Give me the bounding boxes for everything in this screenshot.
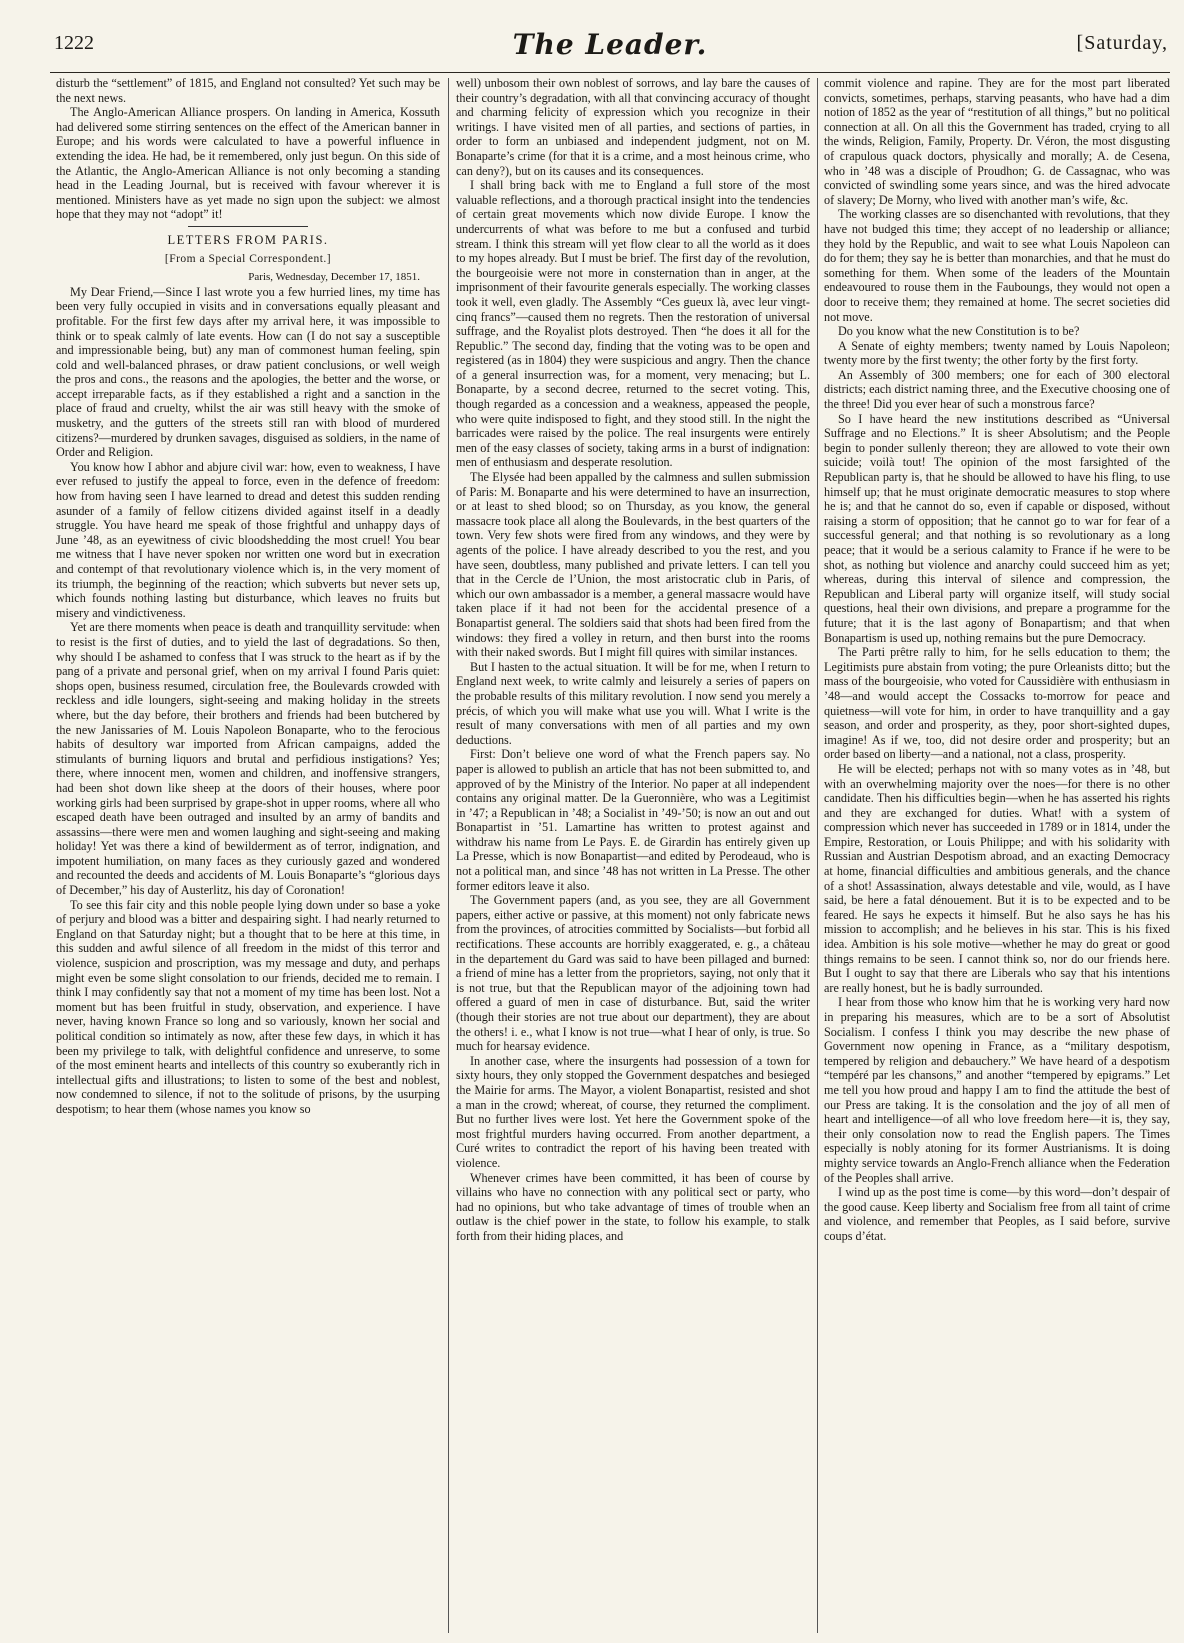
paragraph: The Parti prêtre rally to him, for he sells education to them; the Legitimists pure abstain from voting; the pure Orleanists ditto; but the mass of the bourgeoisie, who voted for Caussidière with enthusiasm in ’48—and would accept the Cossacks to-morrow for peace and quietness—will vote for him, in order to have tranquillity and a gay season, and order and prosperity, as they, poor short-sighted dupes, imagine! As if we, too, did not desire order and prosperity; but an order based on liberty—and a national, not a class, prosperity. [824,645,1170,762]
masthead [50,26,1170,66]
column-3 [824,76,1170,1636]
paragraph: First: Don’t believe one word of what the French papers say. No paper is allowed to publish an article that has not been submitted to, and approved of by the Ministry of the Interior. No paper at all independent contains any original matter. De la Gueronnière, who was a Legitimist in ’47; a Republican in ’48; a Socialist in ’49-’50; is now an out and out Bonapartist in ’51. Lamartine has written to protest against and withdraw his name from Le Pays. E. de Girardin has entirely given up La Presse, which is now Bonapartist—and edited by Perodeaud, who is not a political man, and since ’48 has not written in La Presse. The other former editors leave it also. [456,747,810,893]
paragraph: To see this fair city and this noble people lying down under so base a yoke of perjury and blood was a bitter and despairing sight. I had nearly returned to England on that Saturday night; but a thought that to be here at this time, in this sudden and awful silence of all freedom in the midst of this terror and violence, suspicion and proscription, was my message and duty, and perhaps might even be some slight consolation to our friends, decided me to remain. I think I may confidently say that not a moment of my time has been lost. Not a moment but has been fruitful in study, observation, and experience. I have never, having known France so long and so variously, known her social and political condition so intimately as now, after these few days, in which it has been my privilege to talk, with delightful confidence and unreserve, to some of the most eminent hearts and intellects of this country so exuberantly rich in intellectual gifts and illustrations; to listen to some of the best and noblest, now condemned to silence, if not to the solitude of prisons, by the usurping despotism; to hear them (whose names you know so [56,897,440,1116]
section-heading: LETTERS FROM PARIS. [167,232,329,247]
column-2 [456,76,810,1636]
paragraph: So I have heard the new institutions described as “Universal Suffrage and no Elections.” It is sheer Absolutism; and the People begin to ponder sullenly thereon; they are allowed to vote their own suicide; voilà tout! The opinion of the most farsighted of the Republican party is, that he should be allowed to have his fling, to use himself up; that he must originate democratic measures to stop where he is; and that he cannot do so, even if capable or disposed, without raising a storm of opposition; that he cannot go to war for fear of a successful general; and that nothing is so revolutionary as a long peace; that it would be a serious calamity to France if he were to be shot, as nothing but violence and anarchy could succeed him as yet; whereas, during this interval of silence and compression, the Republican and Liberal party will organize itself, will study social questions, heal their own divisions, and prepare a programme for the future; that it is the last agony of Bonapartism; and that when Bonapartism is used up, nothing remains but the pure Democracy. [824,411,1170,645]
paragraph: commit violence and rapine. They are for the most part liberated convicts, sometimes, perhaps, starving peasants, who have had a dim notion of 1852 as the year of “restitution of all things,” but no political connection at all. On all this the Government has traded, crying to all the winds, Religion, Family, Property. Dr. Véron, the most disgusting of crapulous quack doctors, physically and morally; A. de Cesena, who in ’48 was a disciple of Proudhon; G. de Cassagnac, who was convicted of swindling some years since, and was the hired advocate of slavery; De Morny, who lived with another man’s wife, &c. [824,76,1170,207]
paragraph: I shall bring back with me to England a full store of the most valuable reflections, and a thorough practical insight into the tendencies of certain great movements which now divide Europe. I know the undercurrents of what was before to me but a confused and turbid stream. I think this stream will yet flow clear to all the world as it does to my hopes already. But I must be brief. The first day of the revolution, the bourgeoisie were not more in consternation than in anger, at the imprisonment of their favourite generals especially. The working classes took it well, even gladly. The Assembly “Ces gueux là, avec leur vingt-cinq francs”—caused them no regrets. Then the restoration of universal suffrage, and the Royalist plots destroyed. Then “he does it all for the Republic.” The second day, finding that the voting was to be open and registered (as in 1804) they were suspicious and angry. Then the chance of a general insurrection was, for a moment, very menacing; but L. Bonaparte, by a second decree, returned to the secret voting. This, though regarded as a concession and a weakness, appeased the people, who were quite indisposed to fight, and they stood still. In the night the barricades were raised by the police. The real insurgents were entirely men of the easy classes of society, taking arms in a burst of indignation: men of enthusiasm and desperate resolution. [456,178,810,470]
issue-day: [Saturday, [1076,32,1168,54]
section-rule [188,226,308,227]
dateline: Paris, Wednesday, December 17, 1851. [248,271,420,284]
paragraph: In another case, where the insurgents had possession of a town for sixty hours, they only stopped the Government despatches and besieged the Mairie for arms. The Mayor, a violent Bonapartist, resisted and shot a man in the crowd; whereat, of course, they returned the compliment. But no further lives were lost. Yet here the Government spoke of the most frightful murders having occurred. From another department, a Curé writes to contradict the report of his having been treated with violence. [456,1053,810,1170]
paragraph: You know how I abhor and abjure civil war: how, even to weakness, I have ever refused to justify the appeal to force, even in the defence of freedom: how from having seen I have learned to dread and detest this sudden rending asunder of a family of fellow citizens divided against itself in a deadly struggle. You have heard me speak of those frightful and unhappy days of June ’48, as an eyewitness of civic bloodshedding the most cruel! You bear me witness that I have never spoken nor written one word but in execration and contempt of that revolutionary violence which is, in the very moment of its triumph, the beginning of the reaction; which subverts but never sets up, which founds nothing lasting but disturbance, which leaves no fruits but misery and vindictiveness. [56,459,440,620]
paragraph: Yet are there moments when peace is death and tranquillity servitude: when to resist is the first of duties, and to yield the last of degradations. So then, why should I be ashamed to confess that I was struck to the heart as if by the pang of a private and personal grief, when on my arrival I found Paris quiet: shops open, business resumed, circulation free, the Boulevards crowded with reckless and idle loungers, sight-seeing and making holiday in the streets where, but the day before, their brothers and friends had been butchered by the new Janissaries of M. Louis Napoleon Bonaparte, who to the ferocious habits of desultory war imported from African campaigns, added the stimulants of burning liquors and brutal and perfidious instigations? Yes; there, where innocent men, women and children, and inoffensive strangers, had been shot down like sheep at the doors of their houses, where poor working girls had been surprised by grape-shot in upper rooms, where all who escaped death have been outraged and insulted by an army of bandits and assassins—there were men and women laughing and sight-seeing and making holiday! Yet was there a kind of bewilderment as of terror, indignation, and impotent humiliation, on many faces as they curiously gazed and wondered and recounted the deeds and accidents of M. Louis Bonaparte’s “glorious days of December,” his day of Austerlitz, his day of Coronation! [56,620,440,898]
paragraph: The Government papers (and, as you see, they are all Government papers, either active or passive, at this moment) not only fabricate news from the provinces, of atrocities committed by Socialists—but forbid all rectifications. These accounts are horribly exaggerated, e. g., a château in the departement du Gard was said to have been pillaged and burned: a friend of mine has a letter from the proprietors, saying, not only that it is not true, but that the Republican mayor of the adjoining town had offered a guard of men in case of disturbance. But, said the writer (though their stories are not true about our department), they are about the others! i. e., what I know is not true—what I hear of only, is true. So much for hearsay evidence. [456,893,810,1054]
masthead-rule [50,72,1170,73]
paragraph: An Assembly of 300 members; one for each of 300 electoral districts; each district naming three, and the Executive choosing one of the three! Did you ever hear of such a monstrous farce? [824,367,1170,412]
byline: [From a Special Correspondent.] [164,252,332,265]
paragraph: But I hasten to the actual situation. It will be for me, when I return to England next week, to write calmly and leisurely a series of papers on the probable results of this military revolution. I now send you merely a précis, of which you will make what use you will. What I write is the result of many conversations with men of all parties and my own deductions. [456,659,810,747]
paragraph: The Elysée had been appalled by the calmness and sullen submission of Paris: M. Bonaparte and his were determined to have an insurrection, or at least to shed blood; so on Thursday, as you know, the general massacre took place all along the Boulevards, in the best quarters of the town. Very few shots were fired from any windows, and they were by agents of the police. I have already described to you the rest, and you have seen, doubtless, many published and private letters. I can tell you that in the Cercle de l’Union, the most aristocratic club in Paris, of which our own ambassador is a member, a general massacre would have taken place if it had not been for the accidental presence of a Bonapartist general. The soldiers said that shots had been fired from the windows: they fired a volley in return, and then burst into the rooms with their naked swords. But I might fill quires with similar instances. [456,470,810,660]
paragraph: Do you know what the new Constitution is to be? [838,324,1080,339]
paragraph: I hear from those who know him that he is working very hard now in preparing his measures, which are to be a sort of Absolutist Socialism. I confess I think you may describe the new phase of Government now opening in France, as a “military despotism, tempered by religion and debauchery.” We have heard of a despotism “tempéré par les chansons,” and another “tempered by epigrams.” Let me tell you how proud and happy I am to find the attitude the best of our Press are taking. It is the consolation and the joy of all men of heart and intelligence—of all who love freedom here—it is, they say, their only consolation now to read the English papers. The Times especially is nobly atoning for its former Austrianisms. It is doing mighty service towards an Anglo-French alliance when the Federation of the Peoples shall arrive. [824,995,1170,1185]
paragraph: Whenever crimes have been committed, it has been of course by villains who have no connection with any political sect or party, who had no opinions, but who take advantage of times of trouble when an outlaw is the chief power in the state, to follow his example, to stalk forth from their hiding places, and [456,1170,810,1243]
paragraph: The working classes are so disenchanted with revolutions, that they have not budged this time; they accept of no leadership or alliance; they hold by the Republic, and wait to see what Louis Napoleon can do for them; they say he is better than monarchies, and that he must do something for them. When some of the leaders of the Mountain endeavoured to rouse them in the Fauboungs, they would not open a door to receive them; they remained at home. The secret societies did not move. [824,207,1170,324]
paragraph: A Senate of eighty members; twenty named by Louis Napoleon; twenty more by the first twenty; the other forty by the first forty. [824,338,1170,368]
paragraph: He will be elected; perhaps not with so many votes as in ’48, but with an overwhelming majority over the noes—for there is no other candidate. Then his difficulties begin—when he has asserted his rights and they are exchanged for duties. What! with a system of compression which never has succeeded in 1789 or in 1814, under the Empire, Restoration, or Louis Philippe; and with his solidarity with Russian and Austrian Despotism abroad, and an exacting Democracy at home, financial difficulties and ambitious generals, and the chance of a shot! Assassination, always detestable and vile, would, as I have said, be here a fatal dénouement. But it is to be expected and to be feared. He says he expects it himself. But he also says he has his mission to accomplish; and he believes in his star. This is his fixed idea. Ambition is his sole motive—whether he may do great or good things remains to be seen. I cannot think so, nor do our friends here. But I ought to say that there are Liberals who say that his intentions are really honest, but he is badly surrounded. [824,761,1170,995]
paragraph: My Dear Friend,—Since I last wrote you a few hurried lines, my time has been very fully occupied in visits and in conversations equally pleasant and profitable. For the first few days after my arrival here, it was impossible to think or to speak calmly of late events. How can (I do not say a susceptible and impressionable being, but) any man of commonest human feeling, spin cold and well-balanced phrases, or draw patient conclusions, or well weigh the pros and cons., the reasons and the apologies, the better and the worse, or accept irreparable facts, as if they established a right and a sanction in the place of fraud and cruelty, whilst the air was still heavy with the smoke of musketry, and the gutters of the streets still ran with blood of murdered citizens?—murdered by drunken savages, disguised as soldiers, in the name of Order and Religion. [56,284,440,460]
column-1 [56,76,440,1636]
paragraph: I wind up as the post time is come—by this word—don’t despair of the good cause. Keep liberty and Socialism free from all taint of crime and violence, and remember that Peoples, as I said before, survive coups d’état. [824,1185,1170,1243]
page-number: 1222 [54,32,94,54]
column-divider [817,78,818,1633]
paragraph: disturb the “settlement” of 1815, and England not consulted? Yet such may be the next news. [56,76,440,105]
paragraph: well) unbosom their own noblest of sorrows, and lay bare the causes of their country’s degradation, with all that convincing accuracy of thought and charming felicity of expression which you recognize in their writings. I have visited men of all parties, and sections of parties, in order to form an unbiased and independent judgment, not on M. Bonaparte’s crime (for that it is a crime, and a most heinous crime, who can deny?), but on its causes and its consequences. [456,76,810,178]
paper-title: The Leader. [512,28,708,61]
paragraph: The Anglo-American Alliance prospers. On landing in America, Kossuth had delivered some stirring sentences on the effect of the American banner in Europe; and his words were calculated to have a powerful influence in extending the idea. He had, be it remembered, only just begun. On this side of the Atlantic, the Anglo-American Alliance is not only becoming a standing head in the Leading Journal, but is received with favour wherever it is mentioned. Ministers have as yet made no sign upon the subject: we almost hope that they may not “adopt” it! [56,105,440,222]
column-divider [448,78,449,1633]
